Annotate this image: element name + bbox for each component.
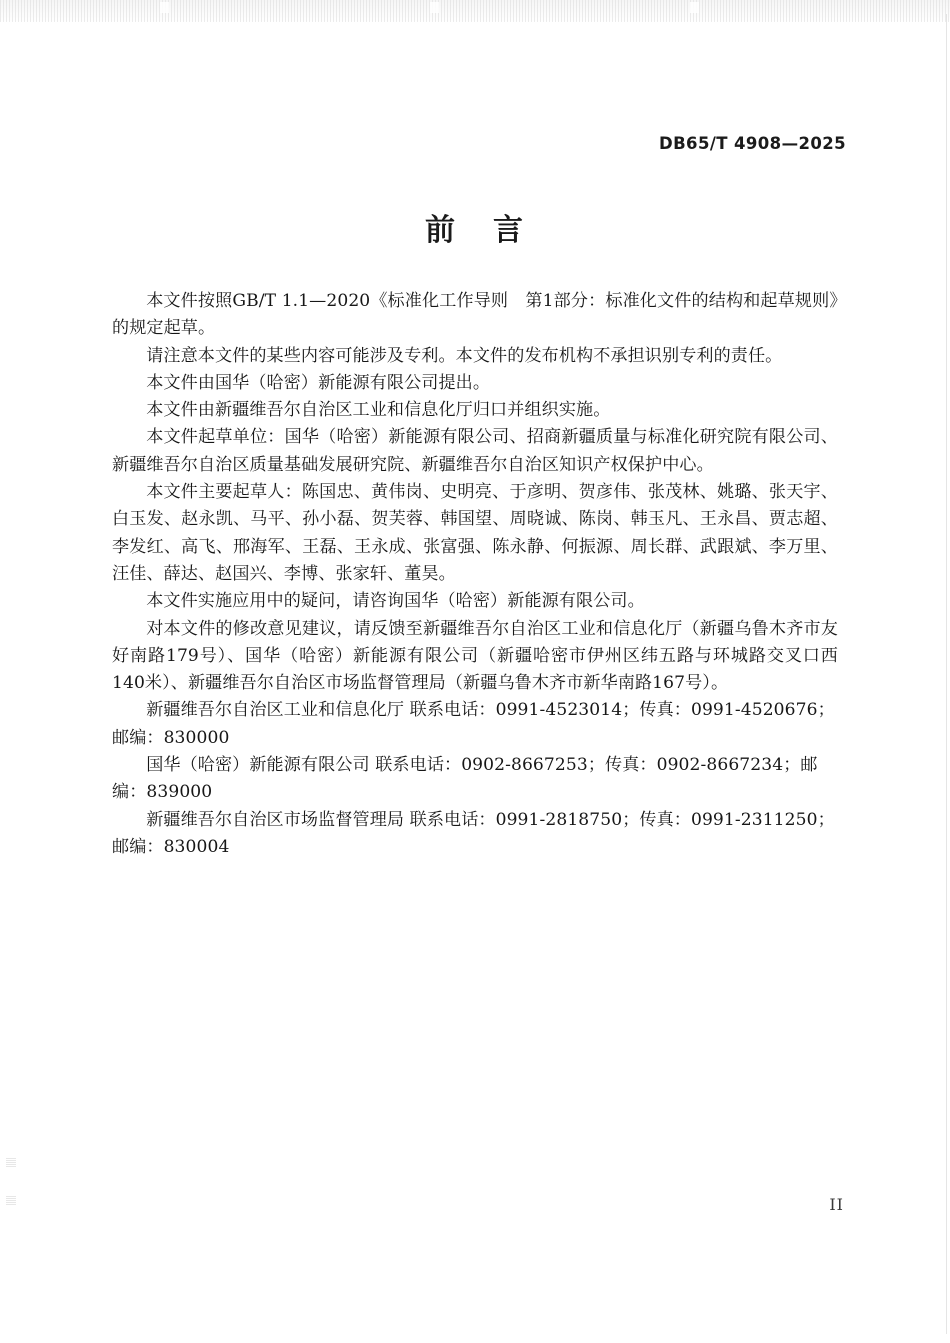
paragraph-principal-drafters: 本文件主要起草人：陈国忠、黄伟岗、史明亮、于彦明、贺彦伟、张茂林、姚璐、张天宇、白玉发、赵永凯、马平、孙小磊、贺芙蓉、韩国望、周晓诚、陈岗、韩玉凡、王永昌、贾志超、李发红、高飞、邢海军、王磊、王永成、张富强、陈永静、何振源、周长群、武跟斌、李万里、汪佳、薛达、赵国兴、李博、张家轩、董昊。 (112, 482, 838, 584)
paragraph-drafting-rules: 本文件按照GB/T 1.1—2020《标准化工作导则 第1部分：标准化文件的结构和起草规则》的规定起草。 (112, 291, 838, 339)
paragraph-feedback-channels: 对本文件的修改意见建议，请反馈至新疆维吾尔自治区工业和信息化厅（新疆乌鲁木齐市友好南路179号）、国华（哈密）新能源有限公司（新疆哈密市伊州区纬五路与环城路交叉口西140米）、新疆维吾尔自治区市场监督管理局（新疆乌鲁木齐市新华南路167号）。 (112, 618, 838, 694)
contact-line-market-admin: 新疆维吾尔自治区市场监督管理局 联系电话：0991-2818750；传真：0991-2311250；邮编：830004 (112, 809, 835, 857)
contact-line-industry-dept: 新疆维吾尔自治区工业和信息化厅 联系电话：0991-4523014；传真：0991-4520676；邮编：830000 (112, 700, 835, 748)
scan-artifact-top-edge (0, 0, 950, 22)
scan-artifact-left-edge-upper (6, 1158, 16, 1167)
paragraph-implementation-enquiries: 本文件实施应用中的疑问，请咨询国华（哈密）新能源有限公司。 (146, 591, 645, 612)
contact-line-guohua: 国华（哈密）新能源有限公司 联系电话：0902-8667253；传真：0902-8667234；邮编：839000 (112, 755, 818, 803)
paragraph-proposed-by: 本文件由国华（哈密）新能源有限公司提出。 (146, 372, 491, 393)
paragraph-administered-by: 本文件由新疆维吾尔自治区工业和信息化厅归口并组织实施。 (146, 400, 611, 421)
foreword-body (112, 288, 838, 861)
page-title-char-2: 言 (493, 213, 525, 248)
page-number: II (829, 1195, 844, 1214)
running-header-standard-number: DB65/T 4908—2025 (658, 134, 846, 153)
paragraph-patent-notice: 请注意本文件的某些内容可能涉及专利。本文件的发布机构不承担识别专利的责任。 (146, 345, 783, 366)
page-title (0, 205, 950, 249)
paragraph-drafting-organizations: 本文件起草单位：国华（哈密）新能源有限公司、招商新疆质量与标准化研究院有限公司、新疆维吾尔自治区质量基础发展研究院、新疆维吾尔自治区知识产权保护中心。 (112, 427, 838, 475)
page-title-char-1: 前 (425, 213, 457, 248)
scan-artifact-left-edge-lower (6, 1196, 16, 1205)
